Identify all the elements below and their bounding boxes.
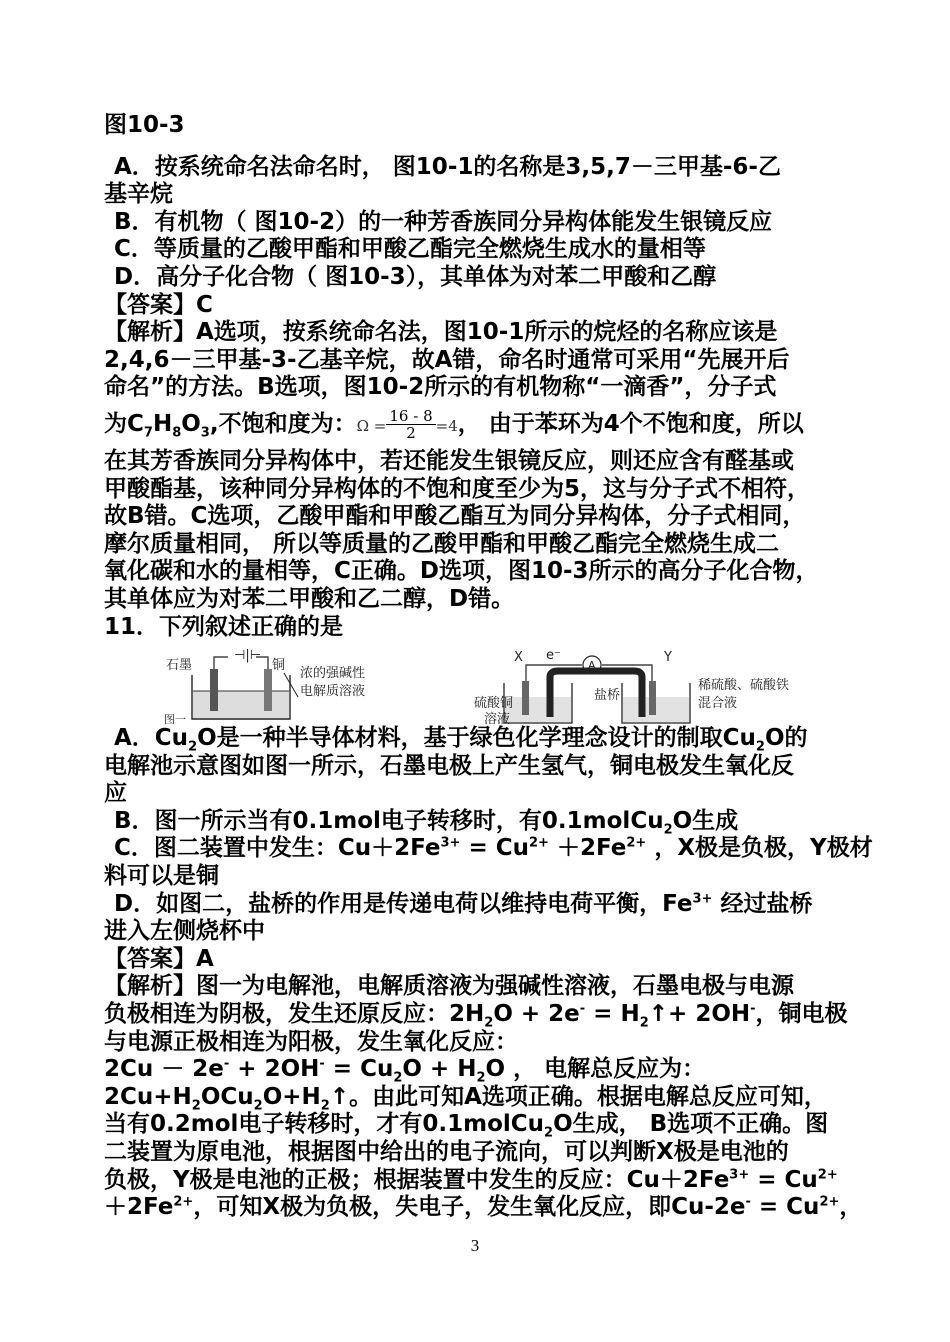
text-run: A．Cu xyxy=(114,725,189,752)
subscript: 3 xyxy=(200,425,210,441)
text-run: D．如图二，盐桥的作用是传递电荷以维持电荷平衡，Fe xyxy=(114,890,693,917)
q10-option-a: A．按系统命名法命名时， 图10-1的名称是3,5,7－三甲基-6-乙 xyxy=(114,153,781,180)
q11-answer: 【答案】A xyxy=(104,945,214,972)
q11-explanation-line xyxy=(104,1056,850,1084)
superscript: - xyxy=(223,1056,230,1072)
figure-one-caption: 图一 xyxy=(164,713,186,726)
x-electrode-label: X xyxy=(514,650,523,666)
q10-explanation-line: 命名”的方法。B选项，图10-2所示的有机物称“一滴香”，分子式 xyxy=(104,374,777,401)
figure-two-galvanic-cell-diagram xyxy=(474,647,854,725)
q10-explanation-line: 摩尔质量相同， 所以等质量的乙酸甲酯和甲酸乙酯完全燃烧生成二 xyxy=(104,530,780,557)
text-run: O xyxy=(181,410,201,437)
q11-explanation-line: 与电源正极相连为阳极，发生氧化反应： xyxy=(104,1028,518,1055)
y-electrode-label: Y xyxy=(664,650,672,666)
q11-explanation-line xyxy=(104,1167,850,1195)
q11-explanation-line xyxy=(104,1111,850,1139)
text-run: ，可知X极为负极，失电子，发生氧化反应，即Cu-2e xyxy=(193,1194,746,1221)
subscript: 2 xyxy=(188,739,198,755)
q11-explanation-line xyxy=(104,1084,850,1112)
text-run: B．图一所示当有0.1mol电子转移时，有0.1molCu xyxy=(114,807,664,834)
solution-label-1: 浓的强碱性 xyxy=(300,666,366,682)
text-run: ＋2Fe xyxy=(104,1194,174,1221)
electron-flow-label: e⁻ xyxy=(546,648,561,664)
copper-label: 铜 xyxy=(272,658,286,674)
text-run: 2Cu+H xyxy=(104,1083,192,1110)
text-run: 当有0.2mol电子转移时，才有0.1molCu xyxy=(104,1111,545,1138)
q11-explanation-line: 【解析】图一为电解池，电解质溶液为强碱性溶液，石墨电极与电源 xyxy=(104,973,794,1000)
right-solution-label-2: 混合液 xyxy=(698,696,738,712)
page-number: 3 xyxy=(470,1236,480,1255)
superscript: 3+ xyxy=(692,891,713,906)
text-run: O的 xyxy=(764,725,808,752)
q11-stem: 11．下列叙述正确的是 xyxy=(104,613,344,640)
text-run: ，铜电极 xyxy=(755,1001,848,1028)
superscript: 2+ xyxy=(529,835,549,851)
q11-explanation-line xyxy=(104,1001,850,1029)
q10-explanation-line: 2,4,6－三甲基-3-乙基辛烷，故A错，命名时通常可采用“先展开后 xyxy=(104,346,790,373)
text-run: C．图二装置中发生：Cu＋2Fe xyxy=(114,835,441,862)
text-run: OCu xyxy=(200,1083,254,1110)
text-run: 为C xyxy=(104,410,144,437)
text-run: H xyxy=(152,410,173,437)
text-run: = Cu xyxy=(460,835,530,862)
text-run: O+H xyxy=(262,1083,321,1110)
superscript: 2+ xyxy=(817,1166,838,1182)
q10-option-a-cont: 基辛烷 xyxy=(104,181,173,208)
q10-option-c: C．等质量的乙酸甲酯和甲酸乙酯完全燃烧生成水的量相等 xyxy=(114,236,706,263)
text-run: ，X极是负极，Y极材 xyxy=(646,835,873,862)
subscript: 2 xyxy=(320,1098,330,1114)
subscript: 2 xyxy=(253,1098,263,1114)
copper-electrode xyxy=(264,669,272,711)
subscript: 2 xyxy=(663,822,673,838)
q11-option-a-cont: 电解池示意图如图一所示，石墨电极上产生氢气，铜电极发生氧化反 xyxy=(104,752,794,779)
text-run: 2Cu － 2e xyxy=(104,1056,224,1083)
text-run: O生成 xyxy=(672,807,739,834)
q11-option-d-cont: 进入左侧烧杯中 xyxy=(104,918,265,945)
omega-symbol: Ω = xyxy=(356,416,387,435)
superscript: 2+ xyxy=(173,1194,194,1210)
text-run: O + H xyxy=(402,1056,477,1083)
battery-symbol: ⊣|⊢ xyxy=(234,648,262,664)
text-run: 经过盐桥 xyxy=(712,890,813,917)
superscript: 3+ xyxy=(440,835,461,851)
text-run: O生成， B选项不正确。图 xyxy=(553,1111,829,1138)
text-run: O ， 电解总反应为： xyxy=(485,1056,706,1083)
q10-option-d: D．高分子化合物（ 图10-3），其单体为对苯二甲酸和乙醇 xyxy=(114,263,717,290)
q11-option-c xyxy=(104,835,873,863)
y-electrode xyxy=(649,681,656,715)
text-run: ↑+ 2OH xyxy=(648,1001,751,1028)
q10-explanation-line: 其单体应为对苯二甲酸和乙二醇，D错。 xyxy=(104,585,515,612)
fraction-numerator: 16 - 8 xyxy=(386,408,435,425)
q11-option-b xyxy=(104,808,850,836)
text-run: 负极相连为阴极，发生还原反应：2H xyxy=(104,1001,485,1028)
figures-row xyxy=(104,647,850,725)
text-run: + 2OH xyxy=(229,1056,320,1083)
subscript: 2 xyxy=(484,1015,494,1031)
document-body xyxy=(104,112,873,1222)
left-solution-label-1: 硫酸铜 xyxy=(474,696,514,712)
figure-caption: 图10-3 xyxy=(104,112,185,138)
subscript: 2 xyxy=(544,1126,554,1141)
x-electrode xyxy=(522,681,529,715)
solution-label-2: 电解质溶液 xyxy=(300,684,366,700)
superscript: - xyxy=(319,1056,325,1072)
text-run: = H xyxy=(585,1001,640,1028)
left-solution xyxy=(505,697,571,722)
q10-explanation-line: 故B错。C选项，乙酸甲酯和甲酸乙酯互为同分异构体，分子式相同， xyxy=(104,503,806,530)
q11-option-a-cont: 应 xyxy=(104,780,127,807)
subscript: 2 xyxy=(639,1015,649,1031)
subscript: 2 xyxy=(191,1098,201,1114)
q11-option-d xyxy=(104,891,850,919)
text-run: O是一种半导体材料，基于绿色化学理念设计的制取Cu xyxy=(197,725,756,752)
text-run: O + 2e xyxy=(493,1001,580,1028)
q10-option-b: B．有机物（ 图10-2）的一种芳香族同分异构体能发生银镜反应 xyxy=(114,208,773,235)
superscript: - xyxy=(579,1001,586,1017)
superscript: 3+ xyxy=(729,1166,750,1182)
left-solution-label-2: 溶液 xyxy=(484,712,511,726)
q10-answer: 【答案】C xyxy=(104,291,213,318)
unsaturation-fraction xyxy=(386,408,435,441)
superscript: - xyxy=(745,1194,751,1210)
text-run: ,不饱和度为： xyxy=(209,410,357,437)
fraction-denominator: 2 xyxy=(406,423,416,442)
subscript: 2 xyxy=(393,1070,403,1086)
q11-explanation-line xyxy=(104,1194,863,1222)
text-run: ↑。由此可知A选项正确。根据电解总反应可知， xyxy=(329,1083,827,1110)
q11-option-a xyxy=(104,725,850,753)
text-run: ， xyxy=(839,1194,863,1221)
superscript: - xyxy=(750,1001,756,1017)
graphite-electrode xyxy=(210,669,218,711)
q10-explanation-line: 氧化碳和水的量相等，C正确。D选项，图10-3所示的高分子化合物， xyxy=(104,558,819,585)
figure-one-electrolysis-diagram xyxy=(164,647,474,725)
superscript: 2+ xyxy=(626,835,647,851)
subscript: 2 xyxy=(476,1070,486,1086)
subscript: 8 xyxy=(172,425,182,441)
ammeter-label: A xyxy=(588,659,596,673)
text-run: 负极，Y极是电池的正极；根据装置中发生的反应：Cu＋2Fe xyxy=(104,1166,730,1193)
q10-explanation-line: 甲酸酯基，该种同分异构体的不饱和度至少为5，这与分子式不相符， xyxy=(104,475,811,502)
q10-explanation-line: 在其芳香族同分异构体中，若还能发生银镜反应，则还应含有醛基或 xyxy=(104,447,794,474)
text-run: = Cu xyxy=(324,1056,394,1083)
q10-explanation-formula-line xyxy=(104,402,850,448)
graphite-label: 石墨 xyxy=(166,658,193,674)
q11-option-c-cont: 料可以是铜 xyxy=(104,863,219,890)
salt-bridge-label: 盐桥 xyxy=(594,688,621,704)
fraction-result: =4 xyxy=(435,416,458,435)
q10-explanation-line: 【解析】A选项，按系统命名法，图10-1所示的烷烃的名称应该是 xyxy=(104,319,778,346)
text-run: = Cu xyxy=(750,1194,820,1221)
q11-explanation-line: 二装置为原电池，根据图中给出的电子流向，可以判断X极是电池的 xyxy=(104,1139,789,1165)
text-run: ＋2Fe xyxy=(548,835,627,862)
electrolyte xyxy=(193,691,289,718)
subscript: 2 xyxy=(755,739,765,755)
text-run: = Cu xyxy=(749,1166,818,1193)
wire-left xyxy=(214,657,228,669)
subscript: 7 xyxy=(143,425,153,441)
text-run: ， 由于苯环为4个不饱和度，所以 xyxy=(457,410,804,437)
right-solution-label-1: 稀硫酸、硫酸铁 xyxy=(698,678,790,694)
superscript: 2+ xyxy=(819,1194,840,1210)
